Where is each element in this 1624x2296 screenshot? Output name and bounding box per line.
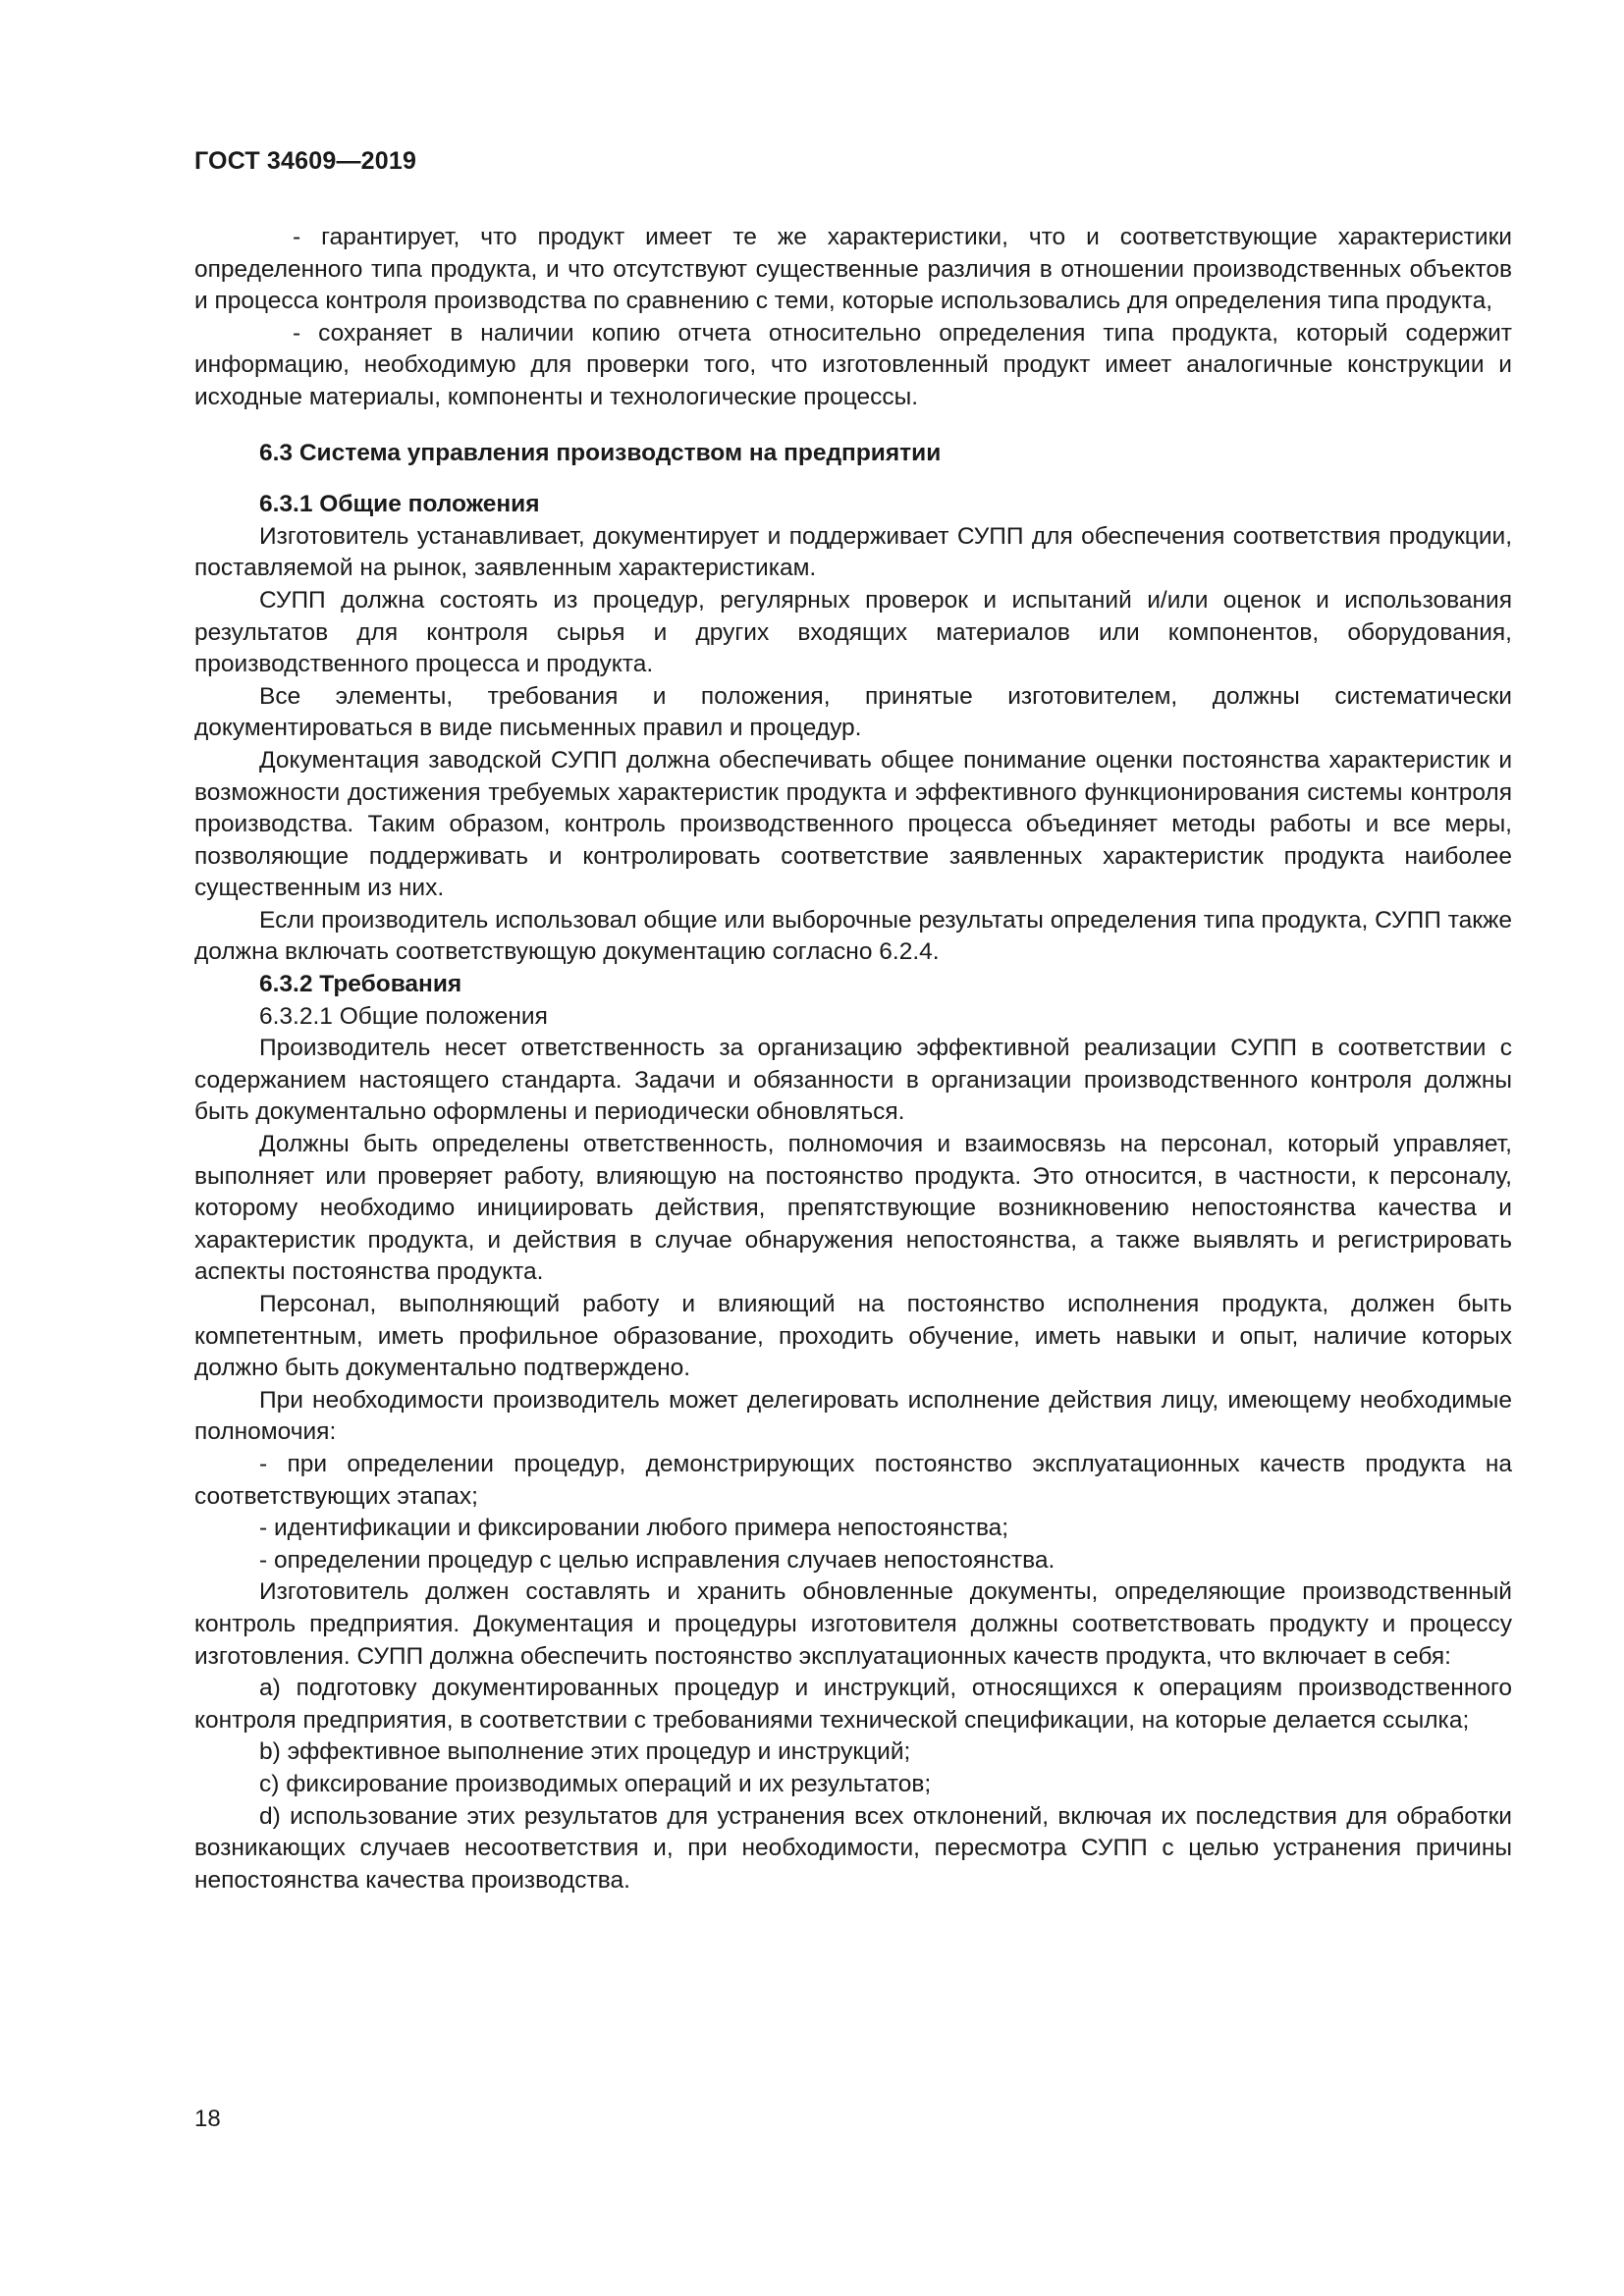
list-item-b: b) эффективное выполнение этих процедур и инструкций; — [259, 1738, 911, 1766]
list-item-d: d) использование этих результатов для устранения всех отклонений, включая их последствия для обработки возникающих случаев несоответствия и, при необходимости, пересмотра СУПП с целью устранения причины непостоянства качества производства. — [194, 1802, 1512, 1894]
section-heading-6-3-1: 6.3.1 Общие положения — [259, 491, 540, 518]
list-item-c: с) фиксирование производимых операций и их результатов; — [259, 1770, 932, 1797]
document-header: ГОСТ 34609—2019 — [194, 147, 417, 175]
bullet-item: - сохраняет в наличии копию отчета относительно определения типа продукта, который содержит информацию, необходимую для проверки того, что изготовленный продукт имеет аналогичные конструкции и исходные материалы, компоненты и технологические процессы. — [194, 319, 1512, 410]
paragraph: СУПП должна состоять из процедур, регулярных проверок и испытаний и/или оценок и использования результатов для контроля сырья и других входящих материалов или компонентов, оборудования, производственного процесса и продукта. — [194, 586, 1512, 678]
section-heading-6-3: 6.3 Система управления производством на предприятии — [259, 439, 942, 466]
bullet-item: - определении процедур с целью исправления случаев непостоянства. — [259, 1546, 1056, 1574]
section-heading-6-3-2: 6.3.2 Требования — [259, 971, 462, 998]
list-item-a: а) подготовку документированных процедур и инструкций, относящихся к операциям производственного контроля предприятия, в соответствии с требованиями технической спецификации, на которые делается ссылка; — [194, 1675, 1512, 1734]
paragraph: При необходимости производитель может делегировать исполнение действия лицу, имеющему необходимые полномочия: — [194, 1386, 1512, 1446]
paragraph: Персонал, выполняющий работу и влияющий на постоянство исполнения продукта, должен быть компетентным, иметь профильное образование, проходить обучение, иметь навыки и опыт, наличие которых должно быть документально подтверждено. — [194, 1291, 1512, 1382]
paragraph: Если производитель использовал общие или выборочные результаты определения типа продукта, СУПП также должна включать соответствующую документацию согласно 6.2.4. — [194, 906, 1512, 966]
bullet-item: - гарантирует, что продукт имеет те же характеристики, что и соответствующие характеристики определенного типа продукта, и что отсутствуют существенные различия в отношении производственных объектов и процесса контроля производства по сравнению с теми, которые использовались для определения типа продукта, — [194, 224, 1512, 315]
paragraph: Производитель несет ответственность за организацию эффективной реализации СУПП в соответствии с содержанием настоящего стандарта. Задачи и обязанности в организации производственного контроля должны быть документально оформлены и периодически обновляться. — [194, 1035, 1512, 1126]
bullet-item: - идентификации и фиксировании любого примера непостоянства; — [259, 1515, 1009, 1542]
document-body — [194, 222, 1512, 1896]
paragraph: Изготовитель должен составлять и хранить обновленные документы, определяющие производственный контроль предприятия. Документация и процедуры изготовителя должны соответствовать продукту и процессу изготовления. СУПП должна обеспечить постоянство эксплуатационных качеств продукта, что включает в себя: — [194, 1578, 1512, 1670]
subsection-heading-6-3-2-1: 6.3.2.1 Общие положения — [259, 1002, 548, 1030]
paragraph: Должны быть определены ответственность, полномочия и взаимосвязь на персонал, который управляет, выполняет или проверяет работу, влияющую на постоянство продукта. Это относится, в частности, к персоналу, которому необходимо инициировать действия, препятствующие возникновению непостоянства качества и характеристик продукта, и действия в случае обнаружения непостоянства, а также выявлять и регистрировать аспекты постоянства продукта. — [194, 1131, 1512, 1286]
paragraph: Документация заводской СУПП должна обеспечивать общее понимание оценки постоянства характеристик и возможности достижения требуемых характеристик продукта и эффективного функционирования системы контроля производства. Таким образом, контроль производственного процесса объединяет методы работы и все меры, позволяющие поддерживать и контролировать соответствие заявленных характеристик продукта наиболее существенным из них. — [194, 746, 1512, 902]
page-number: 18 — [194, 2106, 221, 2132]
bullet-item: - при определении процедур, демонстрирующих постоянство эксплуатационных качеств продукта на соответствующих этапах; — [194, 1450, 1512, 1510]
paragraph: Все элементы, требования и положения, принятые изготовителем, должны систематически документироваться в виде письменных правил и процедур. — [194, 682, 1512, 742]
paragraph: Изготовитель устанавливает, документирует и поддерживает СУПП для обеспечения соответствия продукции, поставляемой на рынок, заявленным характеристикам. — [194, 522, 1512, 582]
